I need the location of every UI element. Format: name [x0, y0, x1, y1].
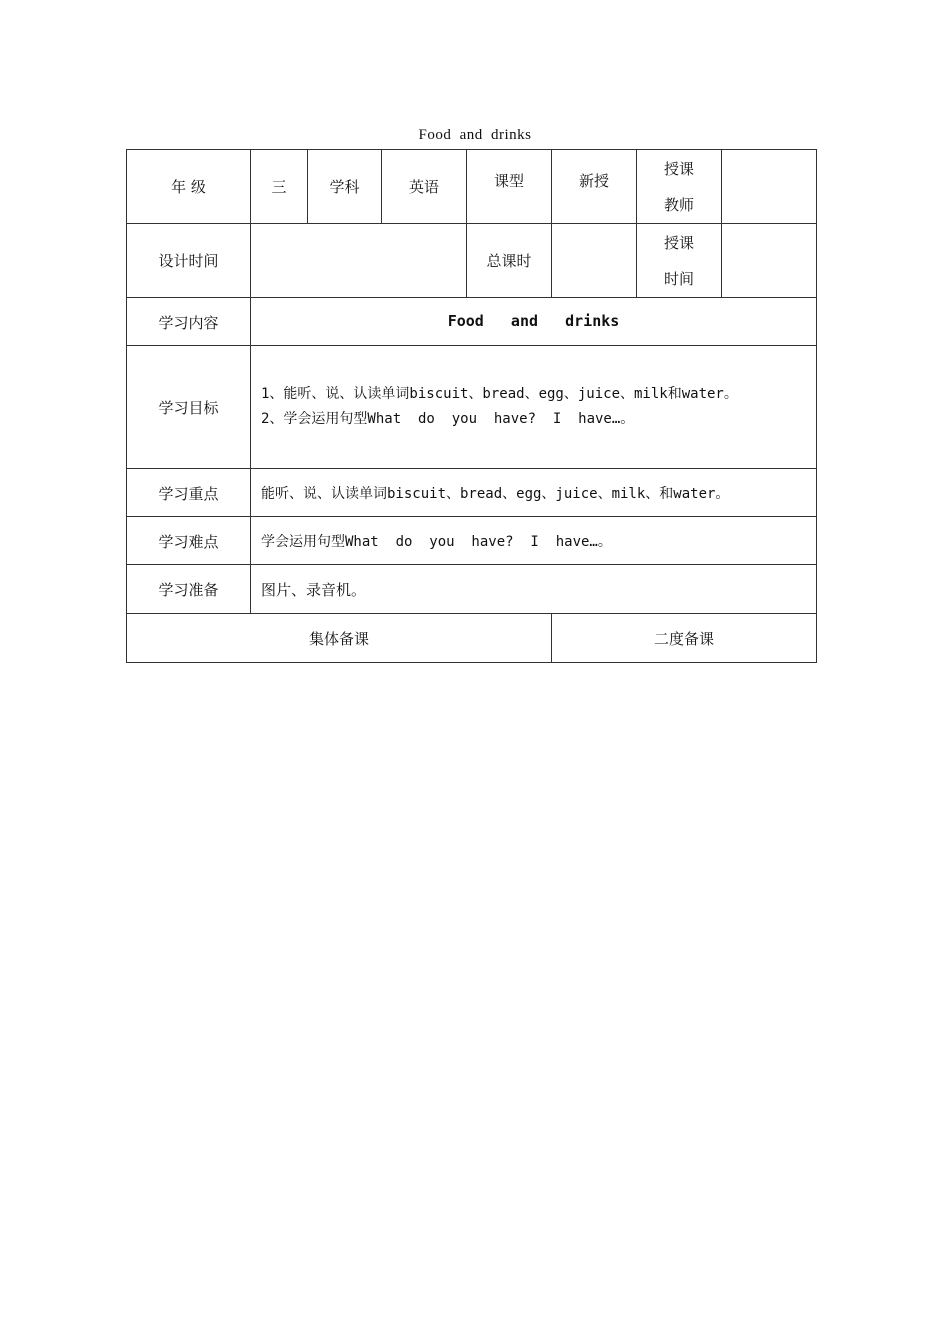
teach-time-label-line2: 时间	[663, 269, 694, 288]
objectives-row	[127, 346, 817, 469]
teach-time-label-line1: 授课	[663, 233, 694, 252]
preparation-value: 图片、录音机。	[251, 565, 817, 614]
focus-row	[127, 469, 817, 517]
focus-label: 学习重点	[127, 469, 251, 517]
time-row	[127, 224, 817, 298]
teacher-label-line1: 授课	[663, 159, 694, 178]
design-time-value	[251, 224, 467, 298]
teach-time-value	[722, 224, 817, 298]
secondary-prep-label: 二度备课	[552, 614, 817, 663]
design-time-label: 设计时间	[127, 224, 251, 298]
focus-value	[251, 469, 817, 517]
subject-label: 学科	[308, 150, 382, 224]
lesson-type-label: 课型	[467, 150, 552, 224]
header-row	[127, 150, 817, 224]
footer-row	[127, 614, 817, 663]
objective-item: 2、学会运用句型What do you have? I have…。	[261, 411, 635, 427]
subject-value: 英语	[382, 150, 467, 224]
teacher-label	[637, 150, 722, 224]
teacher-label-line2: 教师	[663, 195, 694, 214]
objectives-label: 学习目标	[127, 346, 251, 469]
grade-label: 年 级	[127, 150, 251, 224]
grade-value: 三	[251, 150, 308, 224]
difficulty-value	[251, 517, 817, 565]
preparation-label: 学习准备	[127, 565, 251, 614]
focus-value-text: 能听、说、认读单词biscuit、bread、egg、juice、milk、和water。	[261, 486, 730, 502]
lesson-type-value: 新授	[552, 150, 637, 224]
objectives-list	[261, 382, 816, 432]
collective-prep-label: 集体备课	[127, 614, 552, 663]
difficulty-row	[127, 517, 817, 565]
preparation-row	[127, 565, 817, 614]
content-row	[127, 298, 817, 346]
content-label: 学习内容	[127, 298, 251, 346]
total-hours-label: 总课时	[467, 224, 552, 298]
objectives-value	[251, 346, 817, 469]
difficulty-value-text: 学会运用句型What do you have? I have…。	[261, 534, 612, 550]
content-value-text: Food and drinks	[447, 312, 620, 330]
content-value	[251, 298, 817, 346]
total-hours-value	[552, 224, 637, 298]
lesson-plan-table	[126, 149, 817, 663]
objective-item: 1、能听、说、认读单词biscuit、bread、egg、juice、milk和water。	[261, 386, 738, 402]
teach-time-label	[637, 224, 722, 298]
document-title: Food and drinks	[418, 127, 532, 143]
teacher-value	[722, 150, 817, 224]
difficulty-label: 学习难点	[127, 517, 251, 565]
